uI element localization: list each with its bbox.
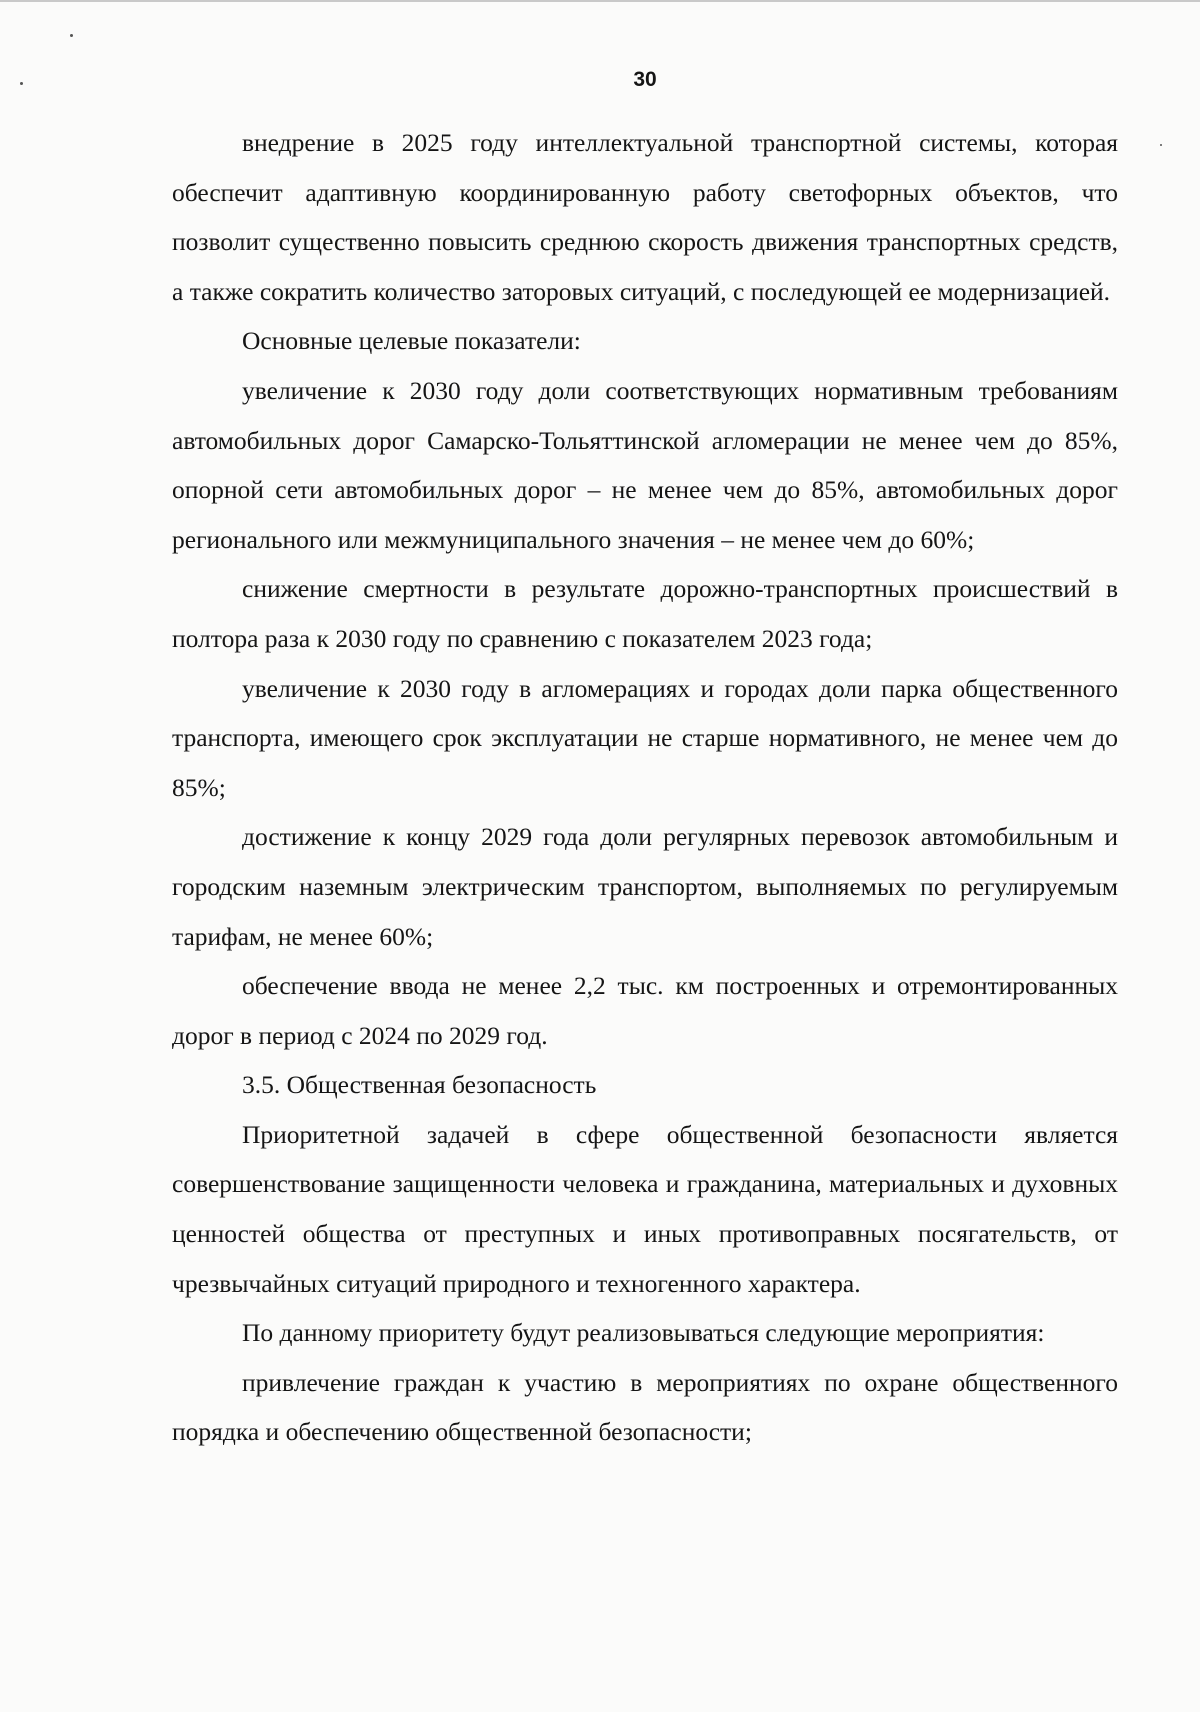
- scan-speck: [1160, 144, 1162, 146]
- paragraph-public-transport-target: увеличение к 2030 году в агломерациях и городах доли парка общественного транспорта, имеющего срок эксплуатации не старше нормативного, не менее чем до 85%;: [172, 673, 1118, 802]
- scan-top-edge: [0, 0, 1200, 2]
- paragraph-public-safety-priority: Приоритетной задачей в сфере общественной безопасности является совершенствование защищенности человека и гражданина, материальных и духовных ценностей общества от преступных и иных противоправных посягательств, от чрезвычайных ситуаций природного и техногенного характера.: [172, 1119, 1118, 1298]
- paragraph-measures-intro: По данному приоритету будут реализовываться следующие мероприятия:: [242, 1318, 1045, 1348]
- paragraph-its: внедрение в 2025 году интеллектуальной транспортной системы, которая обеспечит адаптивную координированную работу светофорных объектов, что позволит существенно повысить среднюю скорость движения транспортных средств, а также сократить количество заторовых ситуаций, с последующей ее модернизацией.: [172, 128, 1118, 306]
- paragraph-regulated-tariffs-target: достижение к концу 2029 года доли регулярных перевозок автомобильным и городским наземным электрическим транспортом, выполняемых по регулируемым тарифам, не менее 60%;: [172, 822, 1118, 951]
- section-heading-public-safety: 3.5. Общественная безопасность: [242, 1070, 597, 1100]
- paragraph-road-share-target: увеличение к 2030 году доли соответствующих нормативным требованиям автомобильных дорог Самарско-Тольяттинской агломерации не менее чем до 85%, опорной сети автомобильных дорог – не менее чем до 85%, автомобильных дорог регионального или межмуниципального значения – не менее чем до 60%;: [172, 375, 1118, 554]
- scan-speck: [70, 34, 73, 37]
- paragraph-citizen-involvement: привлечение граждан к участию в мероприятиях по охране общественного порядка и обеспечению общественной безопасности;: [172, 1367, 1118, 1447]
- page-number: 30: [633, 68, 657, 91]
- paragraph-roads-commissioning-target: обеспечение ввода не менее 2,2 тыс. км построенных и отремонтированных дорог в период с 2024 по 2029 год.: [172, 971, 1118, 1050]
- paragraph-targets-heading: Основные целевые показатели:: [242, 326, 581, 356]
- document-body: [172, 118, 1118, 1457]
- paragraph-mortality-target: снижение смертности в результате дорожно-транспортных происшествий в полтора раза к 2030 году по сравнению с показателем 2023 года;: [172, 574, 1118, 653]
